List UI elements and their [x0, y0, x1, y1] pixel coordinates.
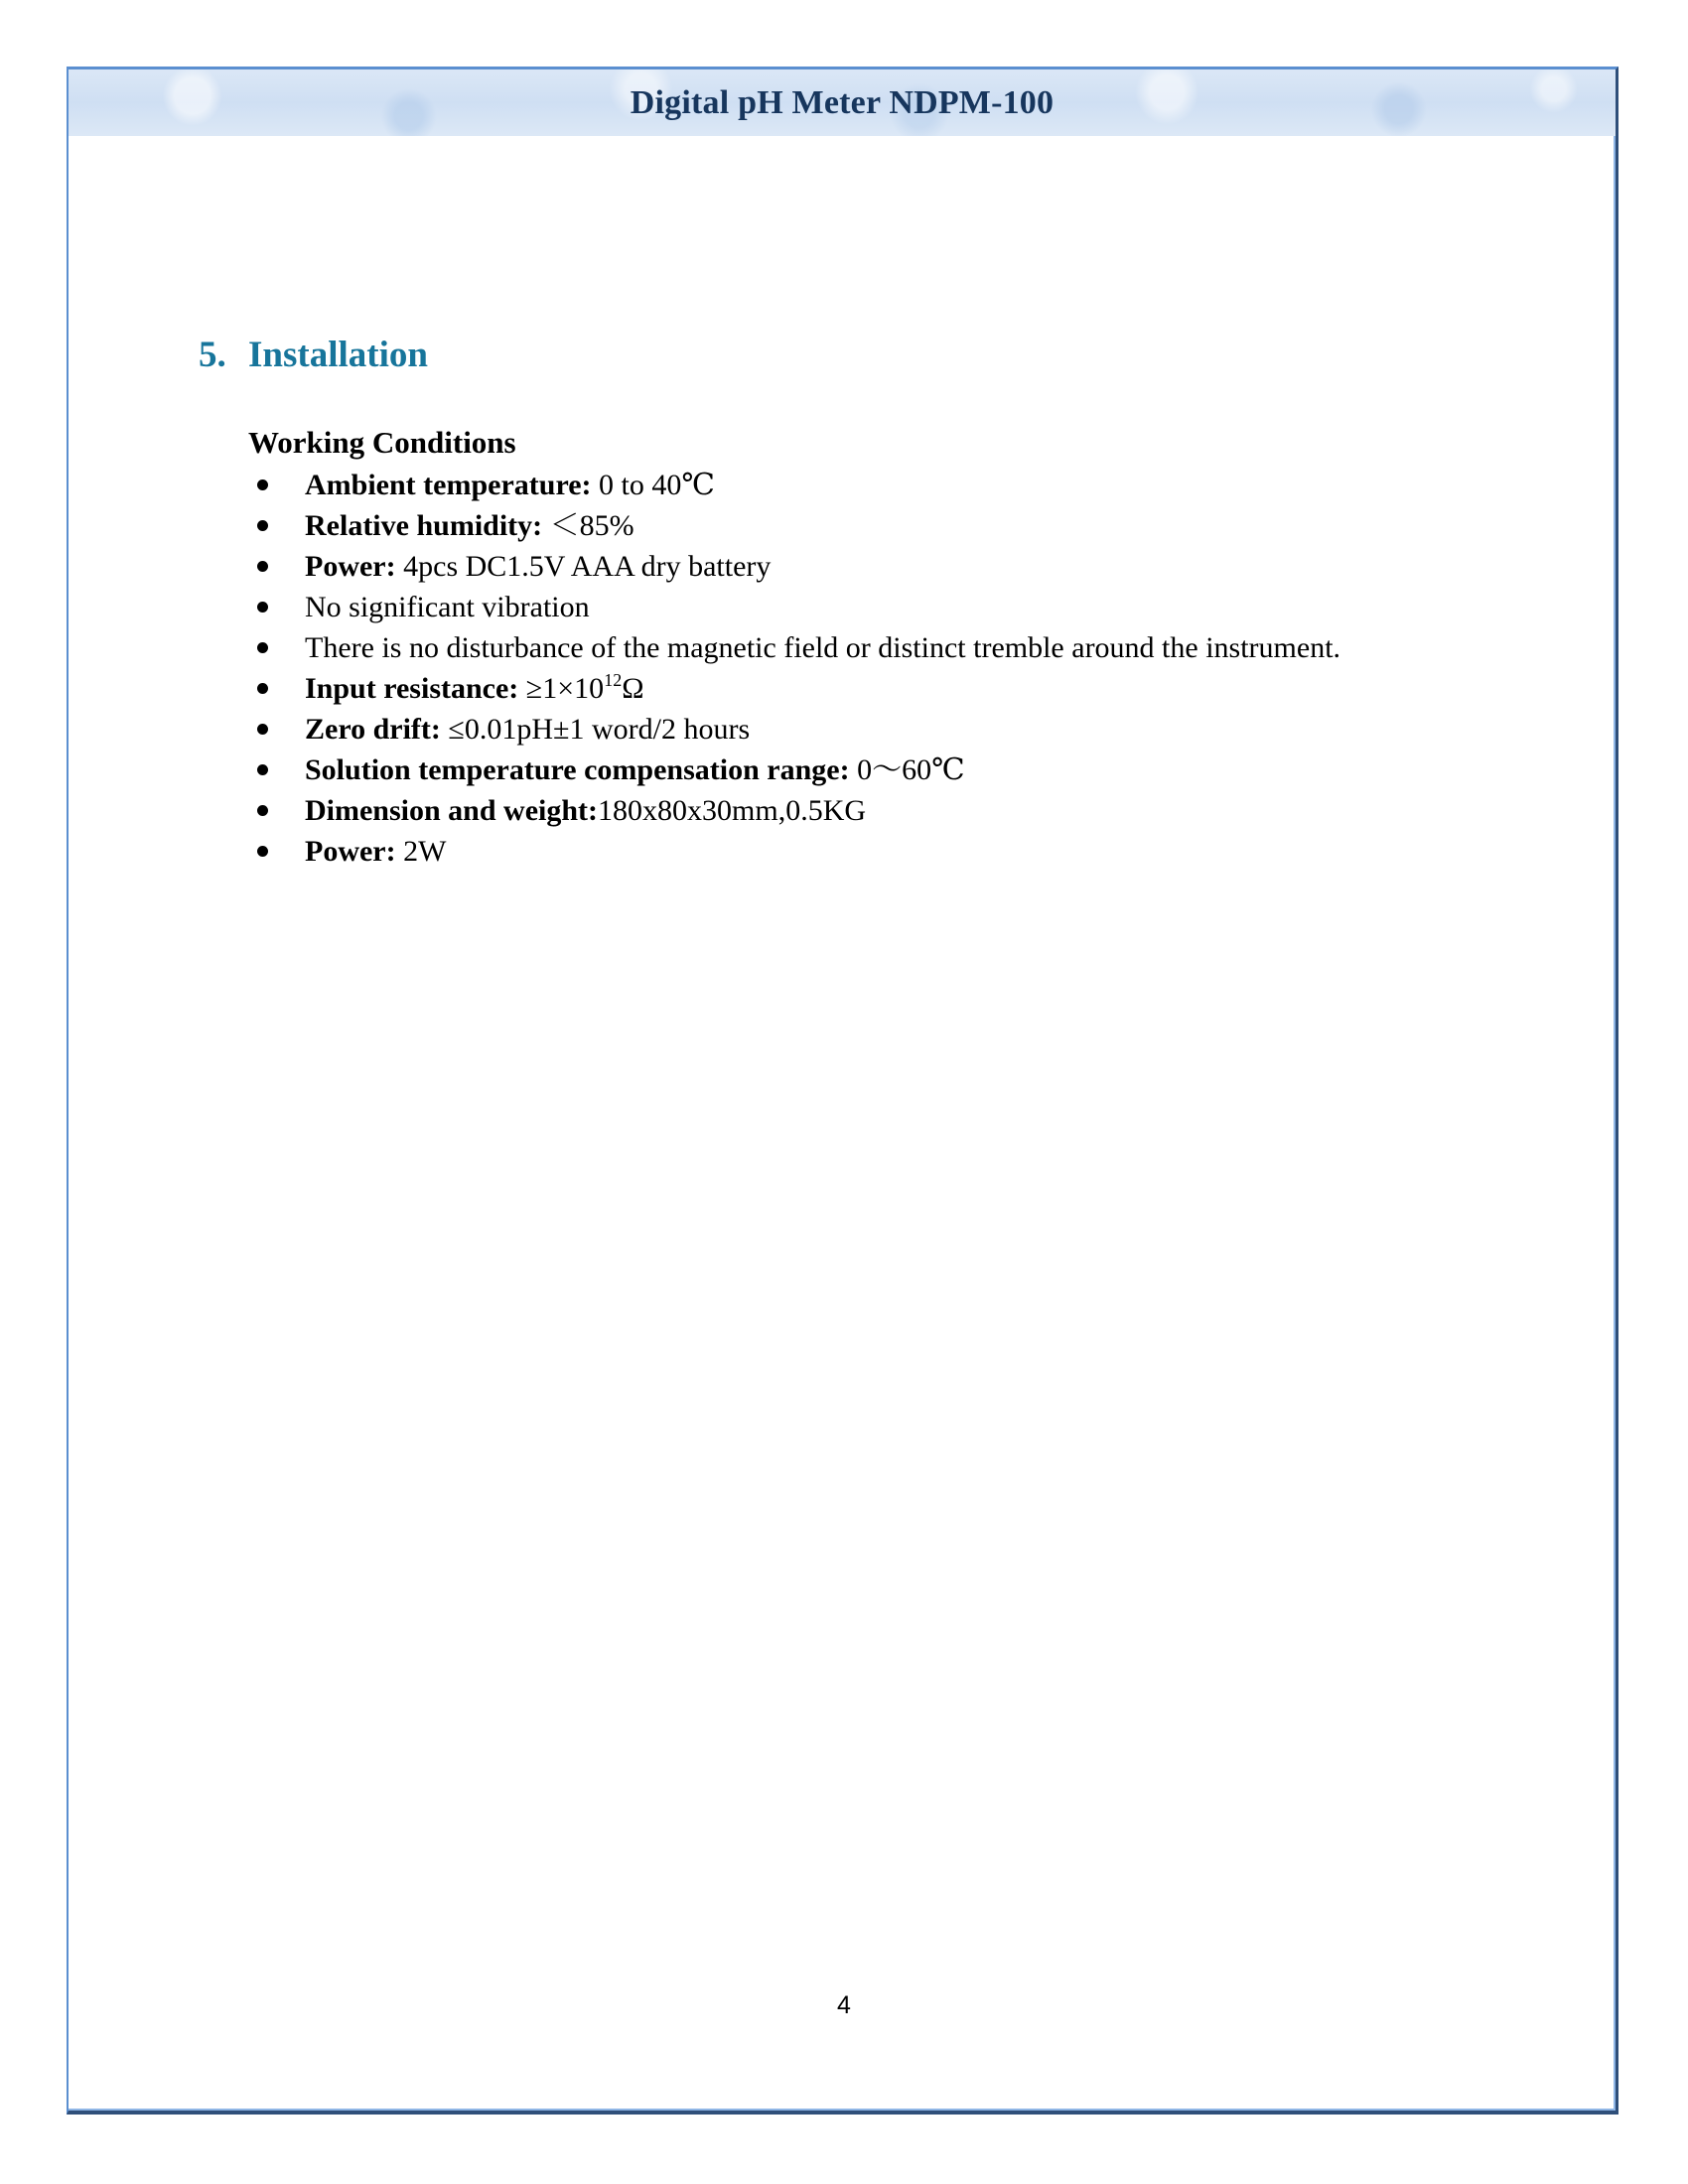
bullet-icon: [257, 602, 268, 613]
item-unit: Ω: [622, 672, 644, 705]
section-title: Installation: [248, 335, 428, 375]
item-exponent: 12: [604, 670, 623, 690]
bullet-icon: [257, 846, 268, 857]
list-item-ambient-temperature: [248, 465, 1400, 505]
bullet-icon: [257, 642, 268, 653]
list-item-input-resistance: [248, 668, 1400, 709]
list-item-temperature-compensation: [248, 750, 1400, 790]
item-label: Solution temperature compensation range:: [305, 753, 850, 786]
item-value: ＜85%: [542, 509, 634, 542]
list-item-magnetic-field: [248, 627, 1400, 668]
section-heading: [199, 334, 428, 376]
item-value: 180x80x30mm,0.5KG: [598, 794, 867, 827]
item-value: ≤0.01pH±1 word/2 hours: [440, 713, 751, 746]
item-value: 0 to 40℃: [591, 469, 715, 501]
section-number: 5.: [199, 335, 226, 375]
item-value: 2W: [395, 835, 447, 868]
page-number: 4: [837, 1991, 851, 2019]
working-conditions-heading: Working Conditions: [248, 425, 516, 460]
list-item-power-battery: [248, 546, 1400, 587]
item-value: 0～60℃: [849, 753, 965, 786]
list-item-dimension-weight: [248, 790, 1400, 831]
list-item-power-rating: [248, 831, 1400, 872]
item-value: 4pcs DC1.5V AAA dry battery: [395, 550, 772, 583]
item-value: No significant vibration: [305, 591, 590, 623]
item-value: There is no disturbance of the magnetic field or distinct tremble around the instrument.: [305, 631, 1341, 664]
item-label: Dimension and weight:: [305, 794, 599, 827]
bullet-icon: [257, 561, 268, 572]
item-label: Relative humidity:: [305, 509, 543, 542]
bullet-icon: [257, 520, 268, 531]
bullet-icon: [257, 683, 268, 694]
item-label: Power:: [305, 835, 396, 868]
page-header-band: [69, 69, 1616, 136]
document-title: Digital pH Meter NDPM-100: [630, 83, 1055, 121]
bullet-icon: [257, 724, 268, 735]
list-item-zero-drift: [248, 709, 1400, 750]
bullet-icon: [257, 805, 268, 816]
item-label: Ambient temperature:: [305, 469, 592, 501]
item-label: Input resistance:: [305, 672, 519, 705]
item-label: Power:: [305, 550, 396, 583]
list-item-vibration: [248, 587, 1400, 627]
item-label: Zero drift:: [305, 713, 441, 746]
working-conditions-list: [248, 465, 1400, 872]
list-item-relative-humidity: [248, 505, 1400, 546]
bullet-icon: [257, 764, 268, 775]
item-value: ≥1×10: [518, 672, 605, 705]
bullet-icon: [257, 479, 268, 490]
